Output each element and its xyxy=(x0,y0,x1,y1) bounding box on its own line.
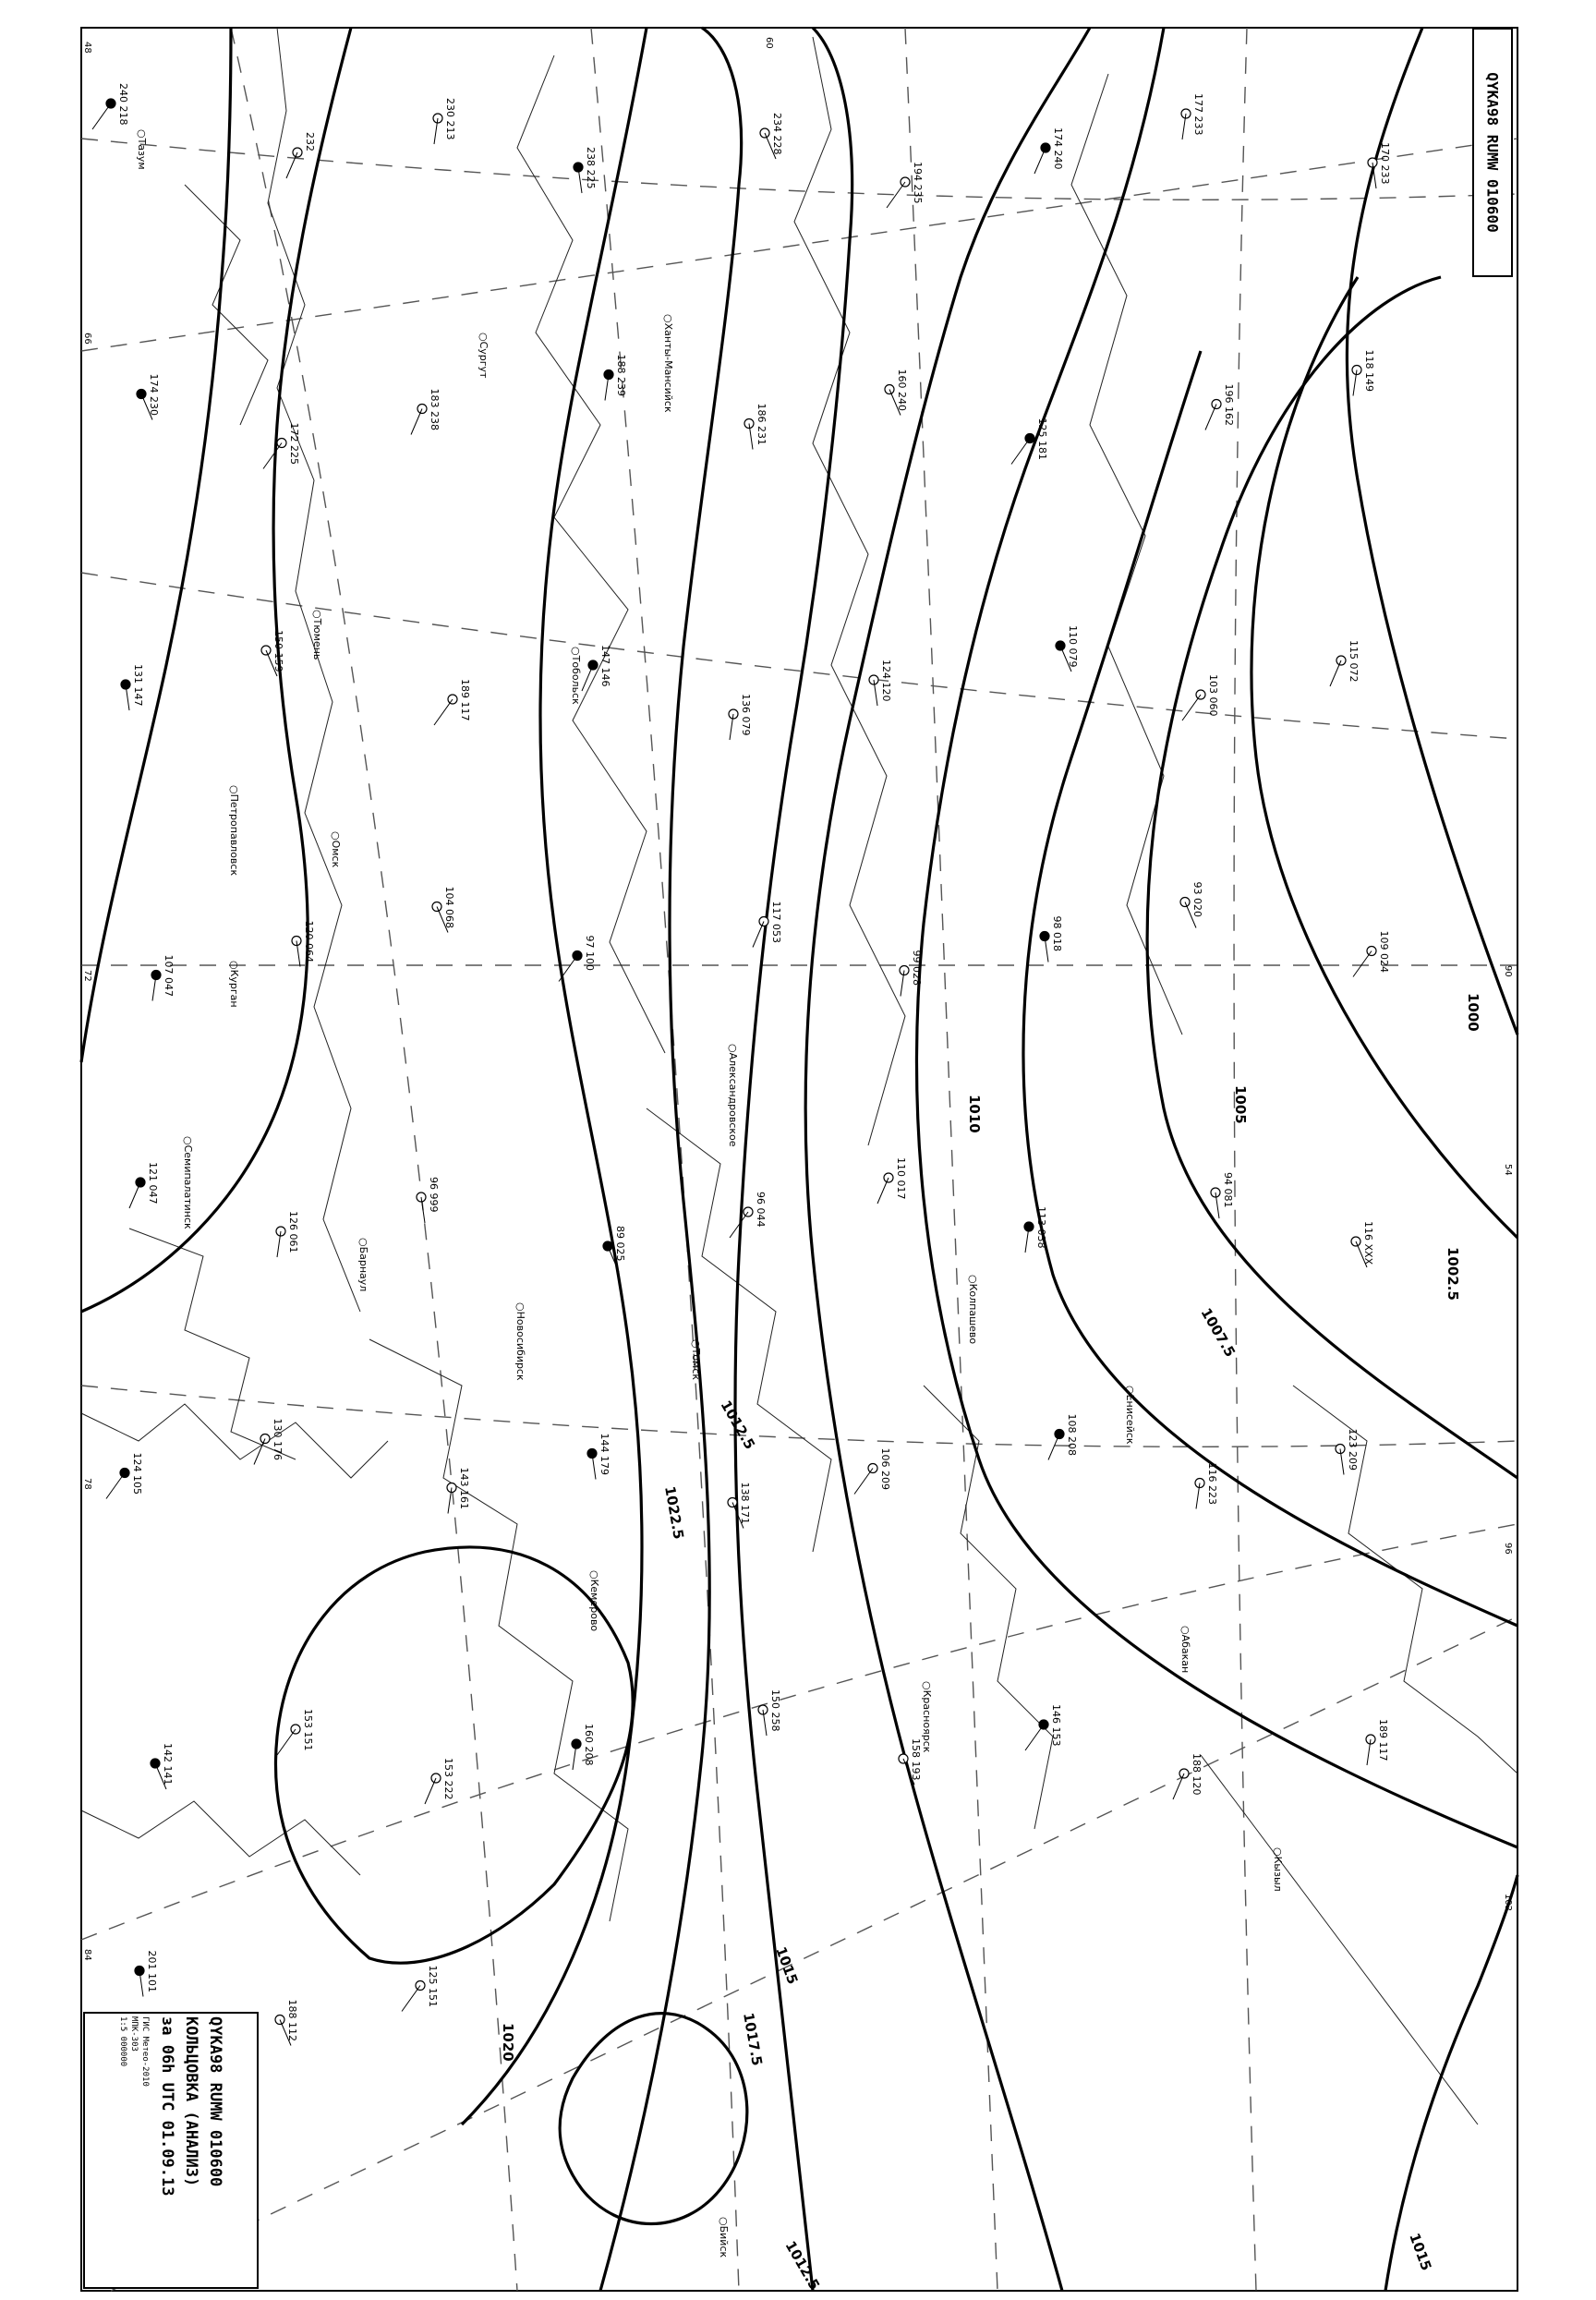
station-value: 153 151 xyxy=(302,1709,314,1751)
station-plot xyxy=(869,660,892,706)
wind-barb xyxy=(277,1729,296,1755)
wind-barb xyxy=(286,152,297,178)
station-value: 143 161 xyxy=(458,1467,470,1509)
station-plot xyxy=(758,1689,781,1736)
station-plot xyxy=(1181,93,1204,139)
station-value: 124 120 xyxy=(880,660,892,702)
place-name: ○Колпашево xyxy=(967,1275,979,1345)
station-plot xyxy=(730,1192,767,1238)
wind-barb xyxy=(263,443,282,469)
station-plot xyxy=(277,1709,314,1755)
station-value: 186 231 xyxy=(756,403,768,445)
isobar-label: 1012.5 xyxy=(717,1398,759,1453)
station-value: 174 240 xyxy=(1052,127,1064,170)
place-name: ○Петропавловск xyxy=(228,785,240,877)
station-plot xyxy=(587,1434,611,1480)
legend-box xyxy=(83,2012,259,2289)
station-plot xyxy=(151,1743,174,1789)
station-value: 232 xyxy=(304,132,316,151)
place-name: ○Тобольск xyxy=(570,647,582,705)
station-plot xyxy=(1205,384,1235,430)
station-value: 174 230 xyxy=(148,373,160,416)
graticule-label: 102 xyxy=(1503,1894,1513,1912)
station-plot xyxy=(1182,674,1219,720)
isobar-1015 xyxy=(735,28,852,2294)
station-plot xyxy=(1040,916,1063,962)
station-value: 188 112 xyxy=(286,1999,298,2041)
isobar-closed-south xyxy=(560,2014,747,2224)
station-value: 196 162 xyxy=(1223,383,1235,426)
isobar-1002-5 xyxy=(1251,277,1517,1238)
isobar-label: 1022.5 xyxy=(661,1484,687,1541)
station-value: 144 179 xyxy=(598,1433,611,1475)
station-value: 177 233 xyxy=(1192,93,1204,136)
legend-station-code: МПК-303 xyxy=(129,2016,139,2052)
station-plot xyxy=(402,1966,439,2012)
station-value: 238 225 xyxy=(585,147,597,189)
station-plot xyxy=(1330,640,1360,686)
place-name: ○Омск xyxy=(330,831,342,868)
station-value: 136 079 xyxy=(740,694,752,736)
station-plot xyxy=(1195,1463,1218,1509)
graticule-label: 60 xyxy=(764,37,774,49)
station-value: 160 208 xyxy=(583,1724,595,1766)
isobars xyxy=(81,28,1517,2294)
station-value: 113 038 xyxy=(1035,1206,1047,1249)
station-value: 150 159 xyxy=(272,630,284,672)
place-name: ○Тюмень xyxy=(311,610,323,660)
station-value: 240 218 xyxy=(117,83,129,126)
station-plot xyxy=(263,423,300,469)
graticule-labels xyxy=(82,37,1513,1961)
station-value: 117 053 xyxy=(770,901,782,943)
legend-title: КОЛЬЦОВКА (АНАЛИЗ) xyxy=(182,2016,200,2187)
station-value: 189 117 xyxy=(1377,1719,1389,1761)
station-value: 124 105 xyxy=(131,1452,143,1495)
station-value: 160 240 xyxy=(896,369,908,411)
station-value: 120 064 xyxy=(303,920,315,962)
station-value: 201 101 xyxy=(146,1950,158,1992)
station-value: 110 017 xyxy=(895,1157,907,1200)
station-value: 147 146 xyxy=(599,645,611,687)
graticule-label: 78 xyxy=(82,1478,92,1490)
place-name: ○Абакан xyxy=(1179,1626,1191,1674)
station-value: 142 141 xyxy=(162,1743,174,1786)
station-plot xyxy=(411,389,441,435)
station-value: 153 222 xyxy=(442,1758,454,1800)
station-plot xyxy=(1211,1172,1234,1218)
wind-barb xyxy=(1353,951,1372,977)
isobar-label: 1017.5 xyxy=(740,2011,766,2067)
place-name: ○Енисейск xyxy=(1124,1386,1136,1445)
station-plot xyxy=(603,1226,626,1272)
station-value: 116 223 xyxy=(1206,1462,1218,1505)
station-value: 138 171 xyxy=(739,1482,751,1524)
place-name: ○Кызыл xyxy=(1272,1847,1284,1892)
place-name: ○Бийск xyxy=(718,2217,730,2258)
station-plot xyxy=(1024,1206,1047,1253)
isobar-east-1012-5 xyxy=(1385,1875,1517,2291)
station-plot xyxy=(292,921,315,967)
legend-content xyxy=(117,2016,224,2284)
station-plot xyxy=(1056,625,1079,672)
station-value: 93 020 xyxy=(1191,881,1203,917)
station-plot xyxy=(1180,882,1203,928)
station-value: 158 193 xyxy=(910,1738,922,1781)
station-value: 98 018 xyxy=(1051,915,1063,951)
station-value: 131 147 xyxy=(132,664,144,707)
map-frame xyxy=(81,28,1517,2294)
station-value: 107 047 xyxy=(163,954,175,997)
station-plot xyxy=(1336,1429,1359,1475)
place-name: ○Тазум xyxy=(136,129,148,170)
wind-barb xyxy=(1182,695,1201,720)
isobar-label: 1005 xyxy=(1232,1085,1249,1124)
isobar-1017-5-west xyxy=(81,28,231,1062)
place-name: ○Сургут xyxy=(478,333,490,379)
place-name: ○Семипалатинск xyxy=(182,1136,194,1229)
wind-barb xyxy=(106,1473,125,1499)
wind-barb xyxy=(411,409,422,435)
station-plot xyxy=(425,1758,454,1804)
legend-scale: 1:5 000000 xyxy=(118,2016,127,2067)
graticule-label: 84 xyxy=(82,1949,92,1961)
graticule xyxy=(81,28,1517,2294)
station-plot xyxy=(1366,1719,1389,1765)
station-plot xyxy=(582,645,611,691)
station-value: 104 068 xyxy=(443,886,455,928)
station-value: 121 047 xyxy=(147,1162,159,1204)
place-name: ○Красноярск xyxy=(921,1681,933,1753)
wind-barb xyxy=(92,103,111,129)
wind-barb xyxy=(1034,148,1046,174)
place-name: ○Барнаул xyxy=(357,1238,369,1292)
station-plot xyxy=(135,1951,158,1997)
station-value: 126 061 xyxy=(287,1211,299,1253)
legend-code: QYKA98 RUMW 010600 xyxy=(206,2016,224,2187)
station-value: 234 228 xyxy=(771,113,783,155)
isobar-1012-5 xyxy=(805,28,1090,2291)
wind-barb xyxy=(1025,1725,1044,1750)
place-name: ○Ханты-Мансийск xyxy=(662,314,674,413)
isobar-1007-5 xyxy=(1023,351,1517,1626)
station-value: 189 117 xyxy=(459,679,471,721)
wind-barb xyxy=(854,1469,873,1495)
station-plot xyxy=(1173,1753,1203,1799)
station-plot xyxy=(137,374,160,420)
station-plot xyxy=(433,98,456,144)
station-plot xyxy=(286,132,316,178)
station-plot xyxy=(276,1211,299,1257)
station-value: 103 060 xyxy=(1207,674,1219,717)
station-value: 110 079 xyxy=(1067,625,1079,668)
isobar-label: 1020 xyxy=(500,2023,516,2062)
station-plot xyxy=(121,664,144,710)
station-value: 118 149 xyxy=(1363,349,1375,392)
station-plot xyxy=(275,2000,298,2046)
wind-barb xyxy=(129,1182,140,1208)
place-name: ○Александровское xyxy=(727,1044,739,1147)
station-value: 123 209 xyxy=(1347,1428,1359,1471)
station-plot xyxy=(1352,350,1375,396)
isobar-label: 1000 xyxy=(1465,993,1481,1032)
station-value: 115 072 xyxy=(1348,640,1360,683)
station-plot xyxy=(151,955,175,1001)
station-plot xyxy=(729,694,752,740)
station-value: 230 213 xyxy=(444,98,456,140)
station-plot xyxy=(1025,1704,1062,1750)
wind-barb xyxy=(1205,405,1216,430)
station-plot xyxy=(728,1483,751,1529)
station-plot xyxy=(417,1177,440,1223)
station-plot xyxy=(877,1157,907,1204)
station-value: 96 999 xyxy=(428,1177,440,1213)
station-value: 99 028 xyxy=(911,950,923,986)
station-plots xyxy=(92,83,1391,2046)
station-plot xyxy=(604,355,627,401)
station-value: 106 209 xyxy=(879,1447,891,1490)
station-plot xyxy=(92,83,129,129)
station-plot xyxy=(744,404,768,450)
isobar-label: 1007.5 xyxy=(1197,1305,1239,1361)
station-value: 130 176 xyxy=(272,1418,284,1460)
wind-barb xyxy=(1173,1773,1184,1799)
place-name: ○Кемерово xyxy=(588,1570,600,1632)
station-value: 188 120 xyxy=(1191,1753,1203,1796)
station-value: 188 239 xyxy=(615,354,627,396)
graticule-label: 96 xyxy=(1503,1543,1513,1555)
graticule-label: 72 xyxy=(82,970,92,982)
isobar-label: 1015 xyxy=(772,1944,802,1987)
station-value: 125 181 xyxy=(1036,418,1048,460)
station-plot xyxy=(574,147,597,193)
station-plot xyxy=(1351,1221,1374,1267)
wind-barb xyxy=(877,1178,889,1204)
place-name: ○Курган xyxy=(228,961,240,1008)
station-value: 172 225 xyxy=(288,422,300,465)
station-value: 108 208 xyxy=(1066,1413,1078,1456)
station-plot xyxy=(261,630,284,676)
isobar-1022-5 xyxy=(275,1547,633,1963)
chart-code: QYKA98 RUMW 010600 xyxy=(1483,72,1502,233)
graticule-label: 90 xyxy=(1503,965,1513,977)
station-plot xyxy=(1034,127,1064,174)
station-plot xyxy=(885,369,908,416)
isobar-label: 1015 xyxy=(1406,2231,1435,2273)
wind-barb xyxy=(582,665,593,691)
station-plot xyxy=(1353,931,1390,977)
station-plot xyxy=(434,679,471,725)
station-plot xyxy=(129,1162,159,1208)
place-name: ○Томск xyxy=(690,1339,702,1381)
legend-time: за 06h UTC 01.09.13 xyxy=(158,2016,176,2197)
isobar-label: 1010 xyxy=(966,1095,983,1133)
station-value: 170 233 xyxy=(1379,142,1391,185)
station-value: 125 151 xyxy=(427,1965,439,2007)
wind-barb xyxy=(1330,660,1341,686)
geography-lines xyxy=(81,28,1517,2124)
wind-barb xyxy=(434,699,453,725)
graticule-label: 48 xyxy=(82,42,92,54)
station-value: 89 025 xyxy=(614,1226,626,1262)
station-plot xyxy=(432,887,455,933)
station-value: 109 024 xyxy=(1378,930,1390,973)
legend-producer: ГИС Метео-2010 xyxy=(140,2016,150,2087)
station-value: 150 258 xyxy=(769,1689,781,1732)
station-plot xyxy=(854,1448,891,1495)
station-value: 94 081 xyxy=(1222,1172,1234,1208)
graticule-label: 66 xyxy=(82,333,92,345)
station-value: 96 044 xyxy=(755,1192,767,1228)
isobar-label: 1002.5 xyxy=(1445,1247,1461,1301)
station-value: 183 238 xyxy=(429,388,441,430)
station-plot xyxy=(1048,1414,1078,1460)
wind-barb xyxy=(1048,1434,1059,1460)
station-value: 97 100 xyxy=(584,935,596,971)
station-value: 146 153 xyxy=(1050,1704,1062,1747)
station-value: 194 235 xyxy=(912,162,924,204)
station-plot xyxy=(760,113,783,159)
place-name: ○Новосибирск xyxy=(514,1302,526,1381)
station-plot xyxy=(559,936,596,982)
isobar-1020-west xyxy=(81,28,351,1312)
station-plot xyxy=(572,1724,595,1770)
station-plot xyxy=(887,162,924,208)
wind-barb xyxy=(425,1778,436,1804)
station-plot xyxy=(254,1419,284,1465)
wind-barb xyxy=(402,1986,420,2012)
station-plot xyxy=(106,1453,143,1499)
station-value: 116 XXX xyxy=(1362,1221,1374,1265)
graticule-label: 54 xyxy=(1503,1164,1513,1176)
isobar-label: 1012.5 xyxy=(781,2238,824,2294)
isobar-1010 xyxy=(917,28,1518,1847)
chart-code-box xyxy=(1472,28,1513,277)
